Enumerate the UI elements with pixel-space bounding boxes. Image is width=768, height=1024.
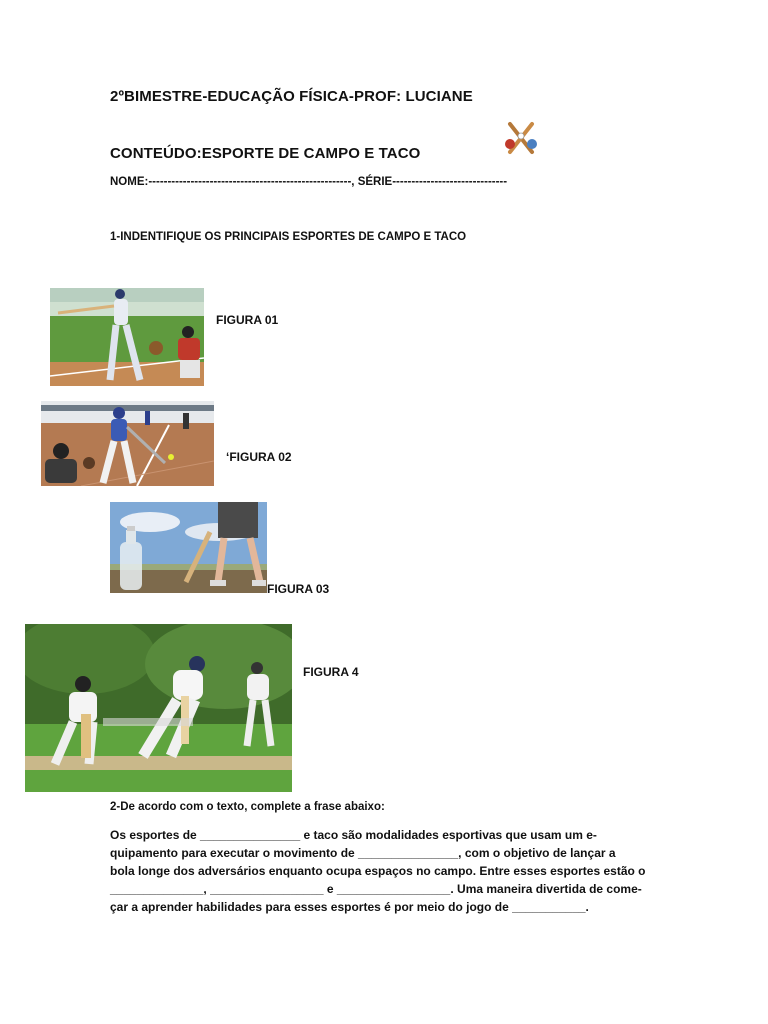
figure-04-image	[25, 624, 292, 792]
name-series-line: NOME:-----------------------------------------------------, SÉRIE------------------------------	[110, 176, 508, 188]
page-title: 2ºBIMESTRE-EDUCAÇÃO FÍSICA-PROF: LUCIANE	[110, 88, 473, 105]
question-2-heading: 2-De acordo com o texto, complete a frase abaixo:	[110, 801, 385, 813]
question-2-paragraph	[110, 826, 670, 916]
figure-02-label: ‘FIGURA 02	[226, 450, 292, 464]
paragraph-line: çar a aprender habilidades para esses esportes é por meio do jogo de ___________.	[110, 900, 589, 914]
figure-03-image	[110, 502, 267, 593]
paragraph-line: quipamento para executar o movimento de _______________, com o objetivo de lançar a	[110, 846, 616, 860]
question-1: 1-INDENTIFIQUE OS PRINCIPAIS ESPORTES DE CAMPO E TACO	[110, 231, 467, 243]
paragraph-line: ______________, _________________ e _________________. Uma maneira divertida de come-	[110, 882, 642, 896]
figure-02-image	[41, 401, 214, 486]
content-heading: CONTEÚDO:ESPORTE DE CAMPO E TACO	[110, 145, 421, 162]
paragraph-line: Os esportes de _______________ e taco são modalidades esportivas que usam um e-	[110, 828, 597, 842]
figure-01-image	[50, 288, 204, 386]
figure-03-label: FIGURA 03	[267, 582, 330, 596]
figure-04-label: FIGURA 4	[303, 665, 359, 679]
figure-01-label: FIGURA 01	[216, 313, 279, 327]
paragraph-line: bola longe dos adversários enquanto ocupa espaços no campo. Entre esses esportes estão o	[110, 864, 646, 878]
crossed-bats-icon	[502, 120, 540, 158]
